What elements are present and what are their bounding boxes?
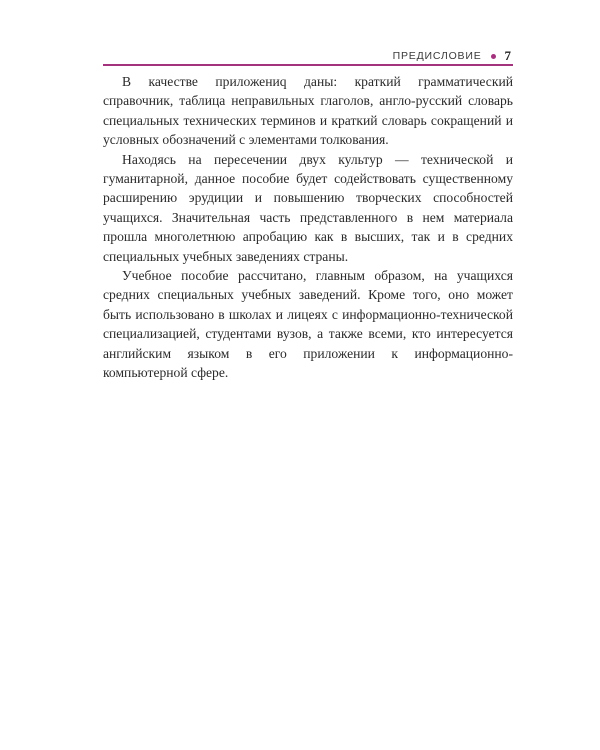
body-text: [103, 72, 513, 383]
section-title: ПРЕДИСЛОВИЕ: [392, 50, 482, 62]
page-number: 7: [504, 48, 511, 63]
paragraph: Учебное пособие рассчитано, главным образом, на учащихся средних специальных учебных заведений. Кроме того, оно может быть использовано в школах и лицеях с информационно-технической специализацией, студентами вузов, а также всеми, кто интересуется английским языком в его приложении к информационно-компьютерной сфере.: [103, 268, 513, 381]
paragraph: В качестве приложениq даны: краткий грамматический справочник, таблица неправильных глаголов, англо-русский словарь специальных технических терминов и краткий словарь сокращений и условных обозначений с элементами толкования.: [103, 74, 513, 148]
running-head: [393, 48, 511, 64]
bullet-separator-icon: [491, 54, 496, 59]
paragraph: Находясь на пересечении двух культур — технической и гуманитарной, данное пособие будет содействовать существенному расширению эрудиции и повышению творческих способностей учащихся. Значительная часть представленного в нем материала прошла многолетнюю апробацию как в высших, так и в средних специальных учебных заведениях страны.: [103, 151, 513, 264]
header-rule: [103, 64, 513, 66]
